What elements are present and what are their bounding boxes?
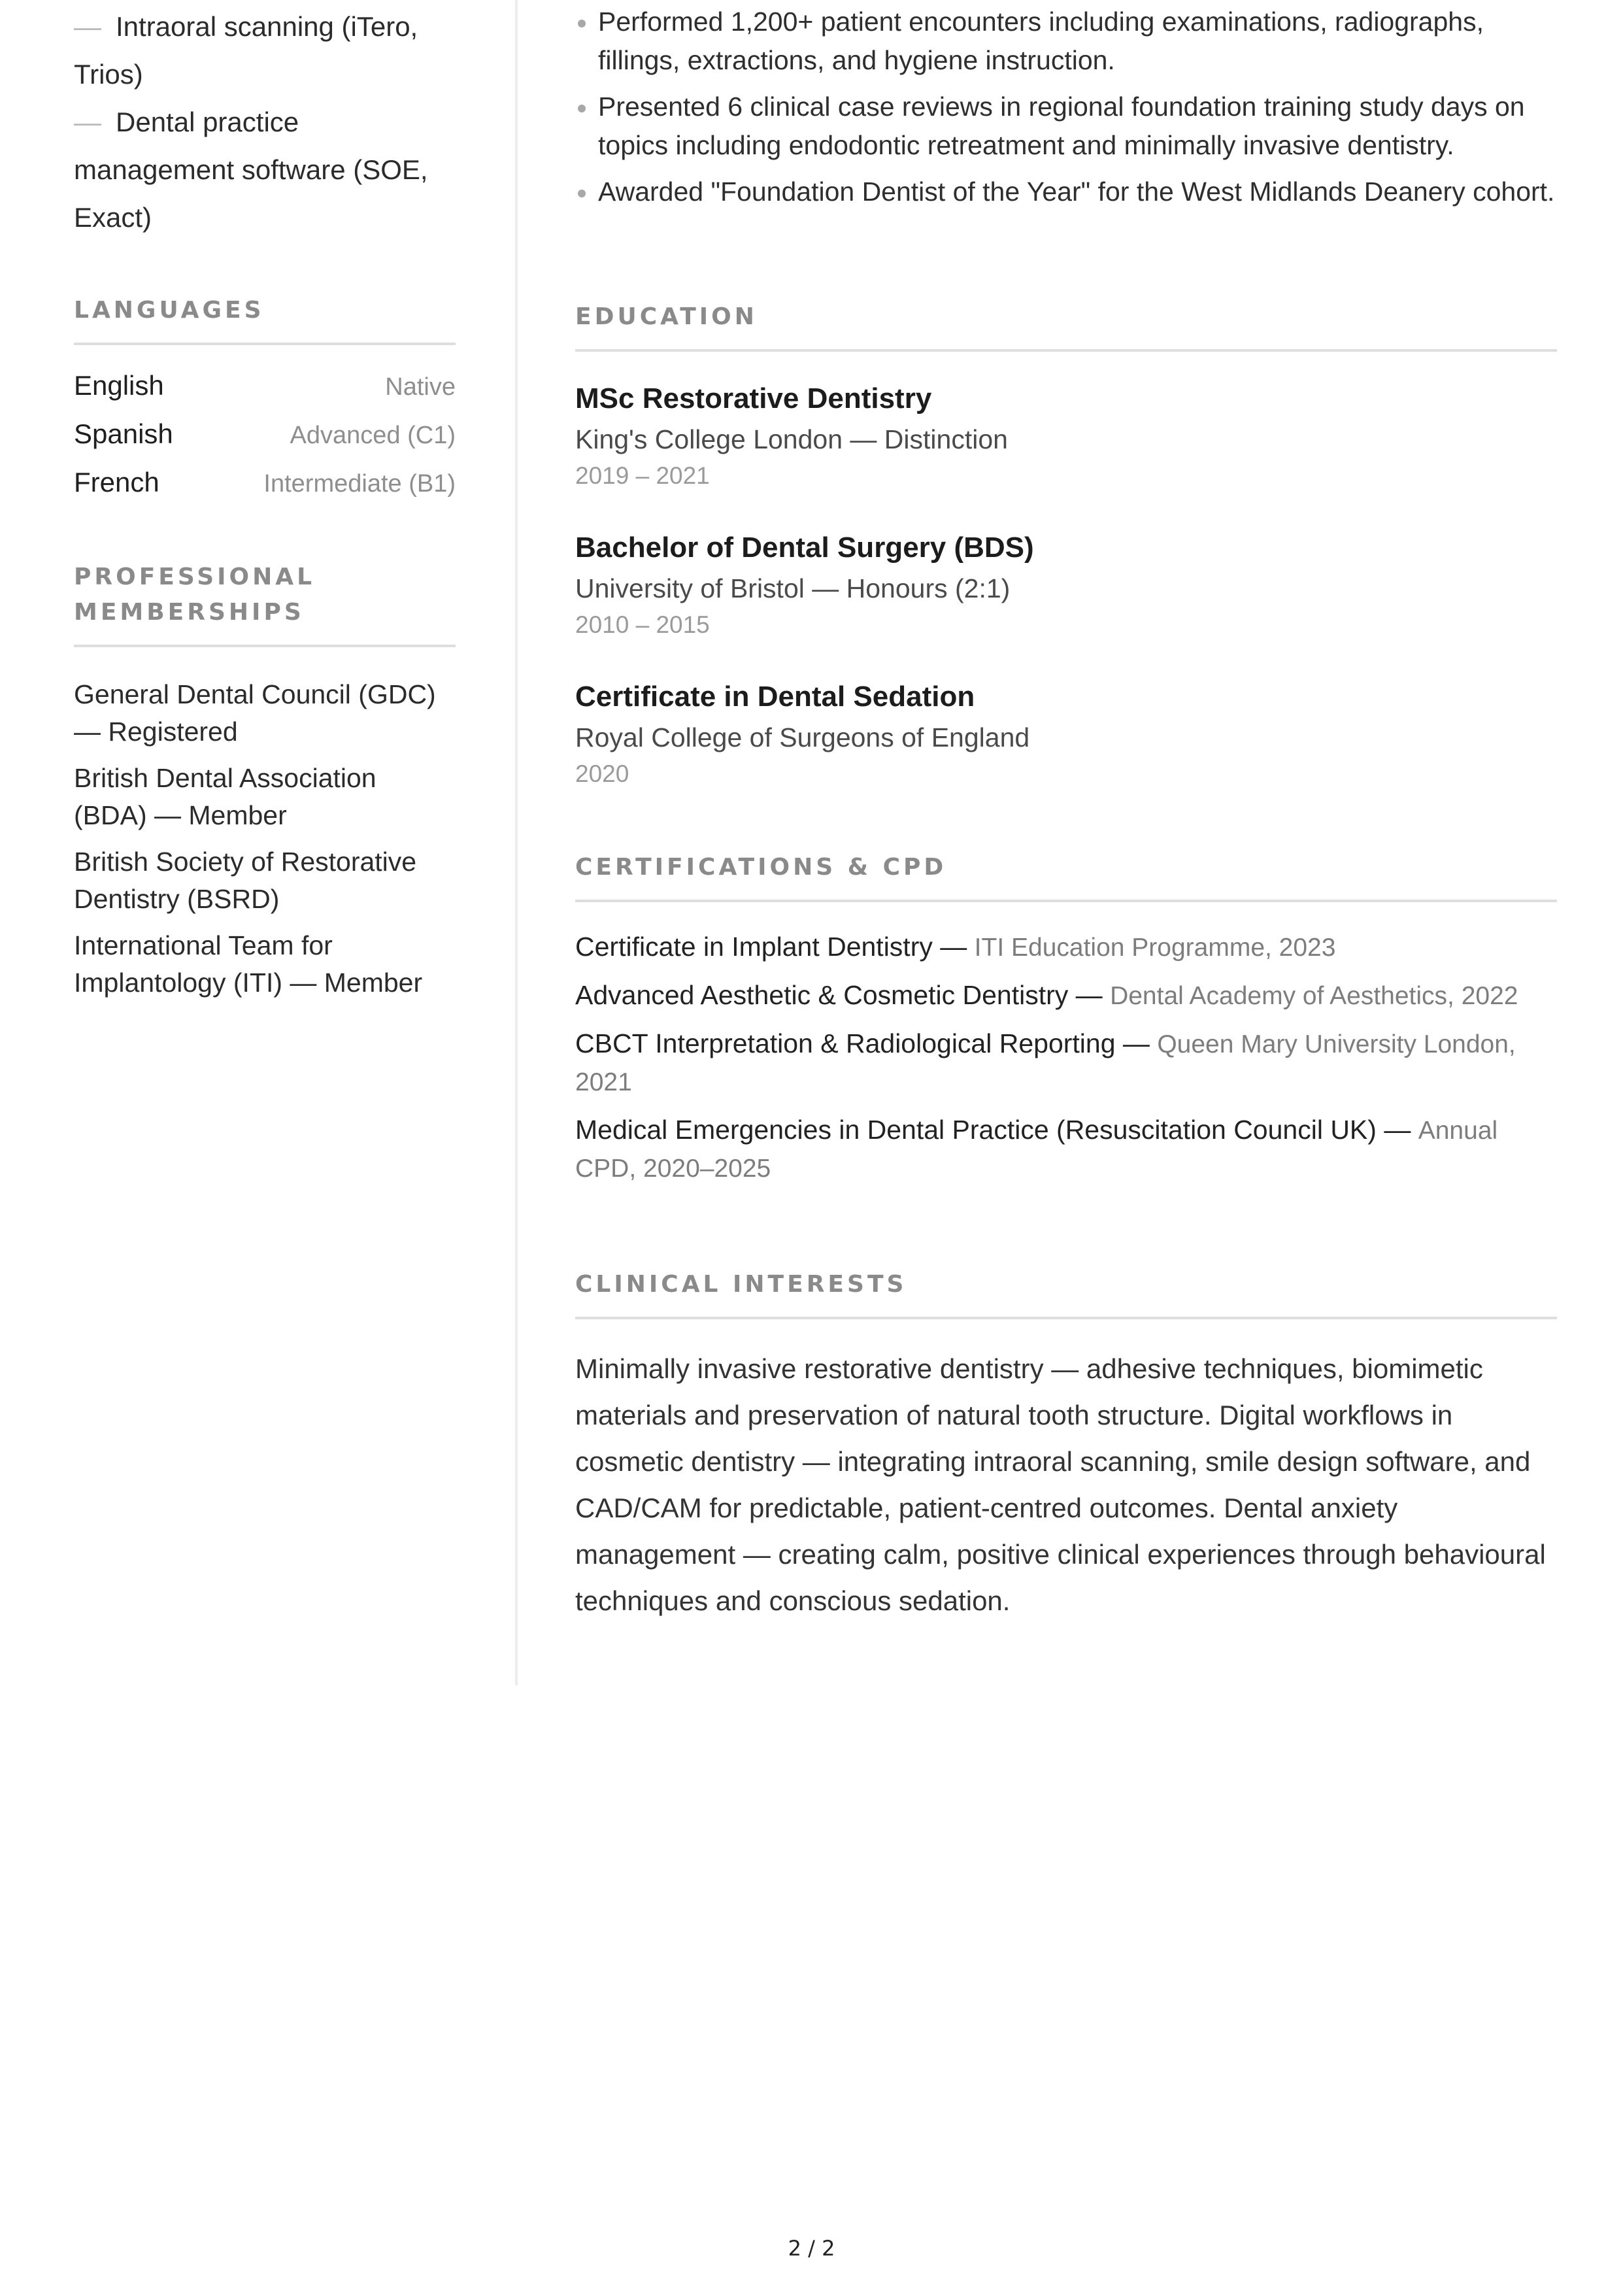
education-dates: 2019 – 2021 — [575, 462, 710, 489]
certification-name: Medical Emergencies in Dental Practice (Resuscitation Council UK) — — [575, 1115, 1411, 1145]
skills-list — [74, 3, 456, 241]
certification-item — [575, 1025, 1557, 1101]
dash-icon: — — [74, 107, 101, 137]
memberships-section — [74, 560, 456, 1011]
certification-detail: Annual CPD, 2020–2025 — [575, 1117, 1498, 1183]
experience-bullet: Presented 6 clinical case reviews in regional foundation training study days on topics including endodontic retreatment and minimally invasive dentistry. — [575, 88, 1557, 165]
certifications-heading: CERTIFICATIONS & CPD — [575, 854, 947, 881]
membership-item: International Team for Implantology (ITI) — Member — [74, 930, 423, 998]
certification-detail: Dental Academy of Aesthetics, 2022 — [1110, 982, 1518, 1010]
interests-text: Minimally invasive restorative dentistry — adhesive techniques, biomimetic materials and preservation of natural tooth structure. Digital workflows in cosmetic dentistry — integrating intraoral scanning, smile design software, and CAD/CAM for predictable, patient-centred outcomes. Dental anxiety management — creating calm, positive clinical experiences through behavioural techniques and conscious sedation. — [575, 1353, 1546, 1616]
section-divider — [575, 1317, 1557, 1319]
certification-item — [575, 1111, 1557, 1187]
education-entry — [575, 676, 1557, 791]
institution: King's College London — Distinction — [575, 424, 1008, 454]
language-level: Intermediate (B1) — [263, 470, 456, 498]
membership-item: British Dental Association (BDA) — Member — [74, 763, 376, 830]
certification-detail: Queen Mary University London, 2021 — [575, 1030, 1516, 1096]
language-row — [74, 418, 456, 467]
experience-bullets — [575, 3, 1557, 219]
membership-item: General Dental Council (GDC) — Registered — [74, 679, 436, 747]
certification-item — [575, 928, 1557, 966]
interests-heading: CLINICAL INTERESTS — [575, 1271, 907, 1298]
skill-item — [74, 3, 456, 98]
language-level: Native — [385, 373, 456, 401]
experience-bullet: Awarded "Foundation Dentist of the Year" for the West Midlands Deanery cohort. — [575, 173, 1557, 211]
language-name: English — [74, 370, 164, 401]
certification-name: Advanced Aesthetic & Cosmetic Dentistry — — [575, 980, 1103, 1010]
language-row — [74, 370, 456, 418]
certification-name: CBCT Interpretation & Radiological Reporting — — [575, 1028, 1150, 1058]
memberships-heading: PROFESSIONAL MEMBERSHIPS — [74, 564, 316, 626]
skill-item — [74, 98, 456, 241]
certification-detail: ITI Education Programme, 2023 — [974, 934, 1336, 962]
dash-icon: — — [74, 11, 101, 42]
institution: Royal College of Surgeons of England — [575, 722, 1030, 752]
skill-text: Intraoral scanning (iTero, Trios) — [74, 11, 418, 90]
education-entry — [575, 527, 1557, 642]
certifications-section — [575, 850, 1557, 1198]
language-level: Advanced (C1) — [290, 422, 456, 449]
language-row — [74, 467, 456, 515]
experience-bullet: Performed 1,200+ patient encounters including examinations, radiographs, fillings, extractions, and hygiene instruction. — [575, 3, 1557, 80]
language-name: Spanish — [74, 418, 173, 449]
education-entry — [575, 378, 1557, 493]
membership-item: British Society of Restorative Dentistry (BSRD) — [74, 847, 417, 914]
education-heading: EDUCATION — [575, 303, 758, 330]
institution: University of Bristol — Honours (2:1) — [575, 573, 1011, 603]
degree-title: Certificate in Dental Sedation — [575, 681, 975, 713]
skill-text: Dental practice management software (SOE, Exact) — [74, 107, 428, 233]
degree-title: Bachelor of Dental Surgery (BDS) — [575, 532, 1034, 564]
degree-title: MSc Restorative Dentistry — [575, 382, 932, 414]
certification-item — [575, 977, 1557, 1015]
section-divider — [575, 900, 1557, 902]
education-dates: 2020 — [575, 760, 629, 787]
page-number: 2 / 2 — [788, 2236, 835, 2261]
language-name: French — [74, 467, 159, 498]
languages-section — [74, 293, 456, 515]
section-divider — [74, 343, 456, 345]
certification-name: Certificate in Implant Dentistry — — [575, 932, 967, 962]
column-divider — [515, 0, 518, 1685]
education-dates: 2010 – 2015 — [575, 611, 710, 638]
section-divider — [575, 349, 1557, 352]
interests-section — [575, 1267, 1557, 1624]
education-section — [575, 299, 1557, 825]
section-divider — [74, 645, 456, 647]
languages-heading: LANGUAGES — [74, 297, 265, 324]
